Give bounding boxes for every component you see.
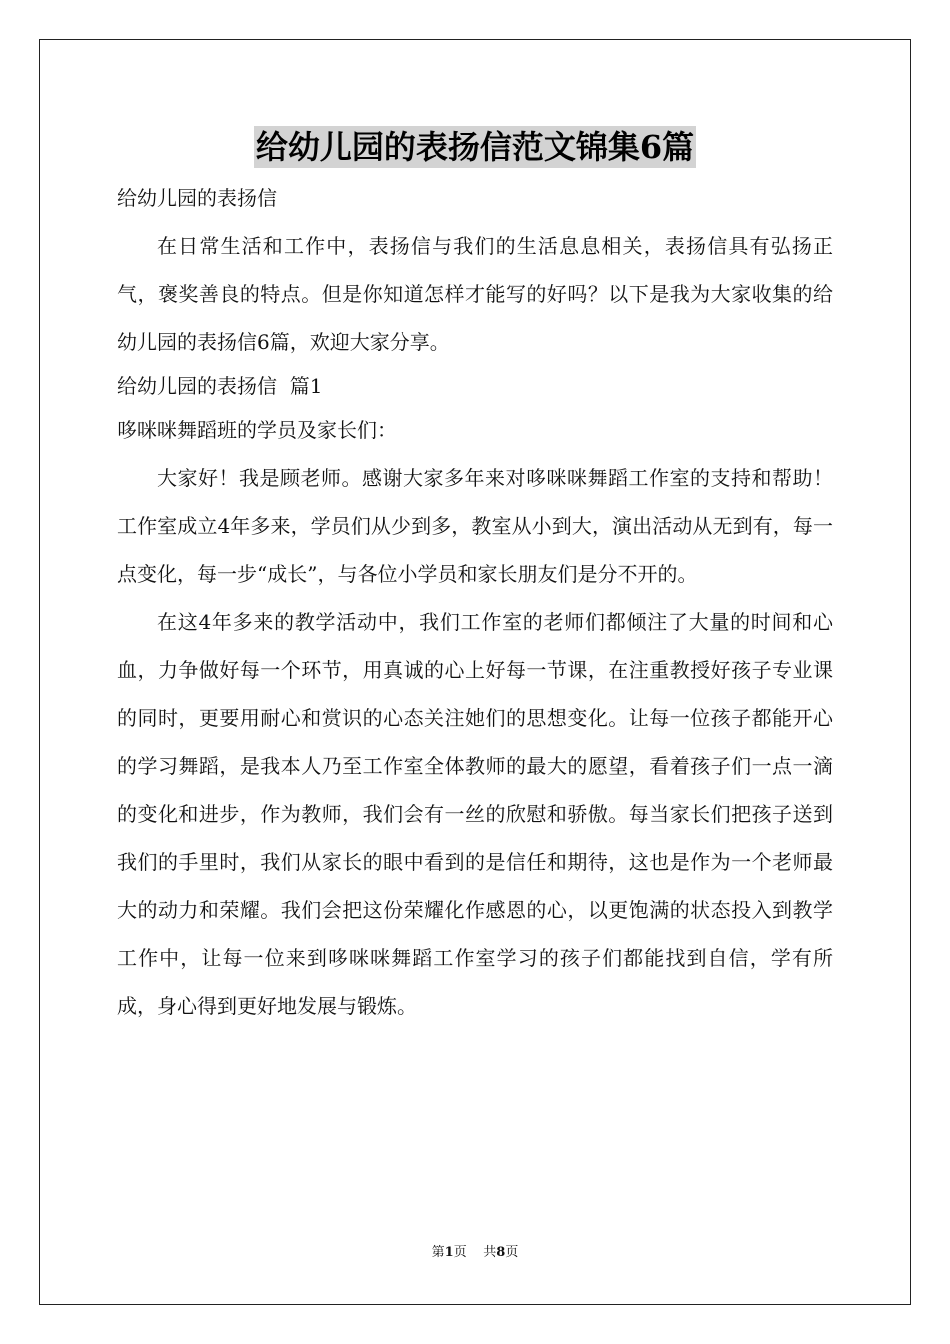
document-title: 给幼儿园的表扬信范文锦集6篇: [255, 128, 695, 166]
footer-page-total: 8: [496, 1245, 506, 1260]
document-subtitle: 给幼儿园的表扬信: [117, 186, 277, 210]
intro-paragraph: 在日常生活和工作中，表扬信与我们的生活息息相关，表扬信具有弘扬正气，褒奖善良的特点。但是你知道怎样才能写的好吗？以下是我为大家收集的给幼儿园的表扬信6篇，欢迎大家分享。: [117, 234, 833, 354]
footer-total-prefix: 共: [483, 1245, 497, 1260]
footer-page-current: 1: [444, 1245, 454, 1260]
salutation: 哆咪咪舞蹈班的学员及家长们：: [117, 418, 397, 442]
body-paragraph-1: 大家好！我是顾老师。感谢大家多年来对哆咪咪舞蹈工作室的支持和帮助！工作室成立4年多来，学员们从少到多，教室从小到大，演出活动从无到有，每一点变化，每一步“成长”，与各位小学员和家长朋友们是分不开的。: [117, 466, 833, 586]
body-paragraph-2: 在这4年多来的教学活动中，我们工作室的老师们都倾注了大量的时间和心血，力争做好每一个环节，用真诚的心上好每一节课，在注重教授好孩子专业课的同时，更要用耐心和赏识的心态关注她们的思想变化。让每一位孩子都能开心的学习舞蹈，是我本人乃至工作室全体教师的最大的愿望，看着孩子们一点一滴的变化和进步，作为教师，我们会有一丝的欣慰和骄傲。每当家长们把孩子送到我们的手里时，我们从家长的眼中看到的是信任和期待，这也是作为一个老师最大的动力和荣耀。我们会把这份荣耀化作感恩的心，以更饱满的状态投入到教学工作中，让每一位来到哆咪咪舞蹈工作室学习的孩子们都能找到自信，学有所成，身心得到更好地发展与锻炼。: [117, 610, 833, 1018]
footer-page-unit: 页: [453, 1245, 467, 1260]
document-body: [117, 178, 833, 1030]
title-container: [0, 126, 950, 168]
footer-page-prefix: 第: [431, 1245, 445, 1260]
page-footer: [0, 1244, 950, 1262]
section-heading: 给幼儿园的表扬信 篇1: [117, 374, 323, 398]
footer-total-unit: 页: [505, 1245, 519, 1260]
